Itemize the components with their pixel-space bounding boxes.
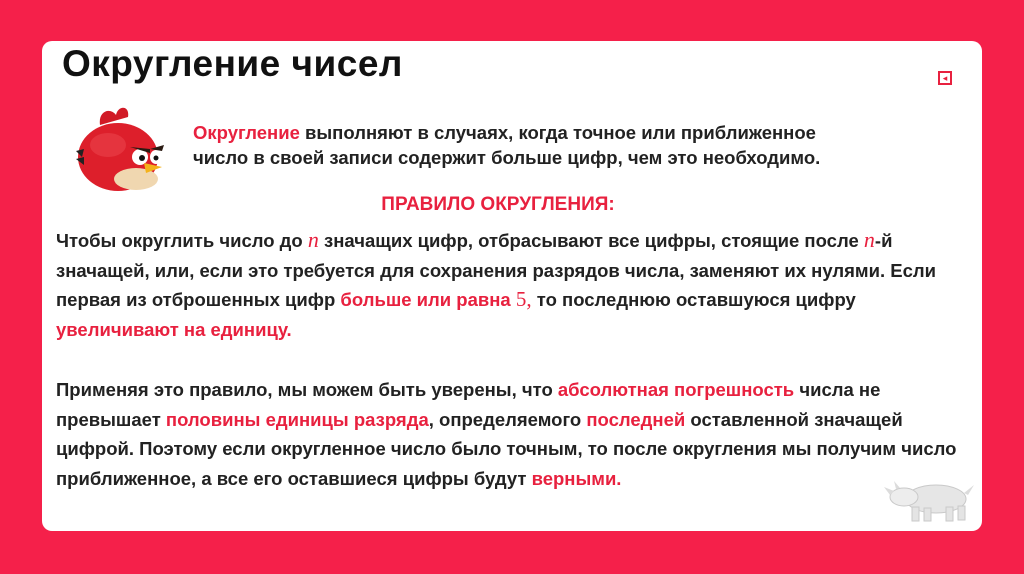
rule-paragraph bbox=[56, 225, 976, 344]
rule-text-2: значащих цифр, отбрасывают все цифры, стоящие после bbox=[318, 230, 864, 251]
rule-n-1: n bbox=[307, 227, 319, 252]
rule-text-3: -й значащей, или, если это требуется для сохранения разрядов числа, заменяют их нулями. Если первая из отброшенных цифр bbox=[56, 230, 937, 310]
rule-text-4: то последнюю оставшуюся цифру bbox=[531, 289, 856, 310]
application-paragraph bbox=[56, 375, 976, 493]
app-highlight-1: абсолютная погрешность bbox=[557, 379, 795, 400]
page-title: Округление чисел bbox=[62, 43, 403, 84]
app-text-3: , определяемого bbox=[428, 408, 587, 430]
app-highlight-2: половины единицы разряда bbox=[165, 408, 429, 430]
app-highlight-3: последней bbox=[586, 408, 686, 430]
rule-highlight-1: больше или равна bbox=[340, 289, 516, 310]
app-text-4: оставленной значащей цифрой. Поэтому если округленное число было точным, то после округления мы получим число приближенное, а все его оставшиеся цифры будут bbox=[56, 408, 957, 489]
intro-term: Округление bbox=[193, 122, 300, 143]
intro-text bbox=[193, 120, 973, 170]
app-text-1: Применяя это правило, мы можем быть уверены, что bbox=[56, 379, 558, 400]
intro-line1: выполняют в случаях, когда точное или приближенное bbox=[299, 122, 816, 143]
rule-heading: ПРАВИЛО ОКРУГЛЕНИЯ: bbox=[381, 194, 615, 215]
rule-highlight-2: увеличивают на единицу. bbox=[56, 318, 292, 340]
rule-five: 5, bbox=[515, 287, 532, 311]
back-arrow-icon[interactable]: ◂ bbox=[938, 71, 952, 85]
rule-n-2: n bbox=[863, 227, 875, 252]
slide bbox=[42, 41, 982, 531]
angry-bird-icon bbox=[70, 99, 166, 195]
rule-text-1: Чтобы округлить число до bbox=[56, 230, 308, 251]
app-highlight-4: верными. bbox=[531, 467, 622, 489]
intro-line2: число в своей записи содержит больше цифр, чем это необходимо. bbox=[193, 147, 821, 168]
rhino-figure-icon bbox=[884, 475, 976, 525]
app-text-2: числа не превышает bbox=[56, 379, 881, 430]
